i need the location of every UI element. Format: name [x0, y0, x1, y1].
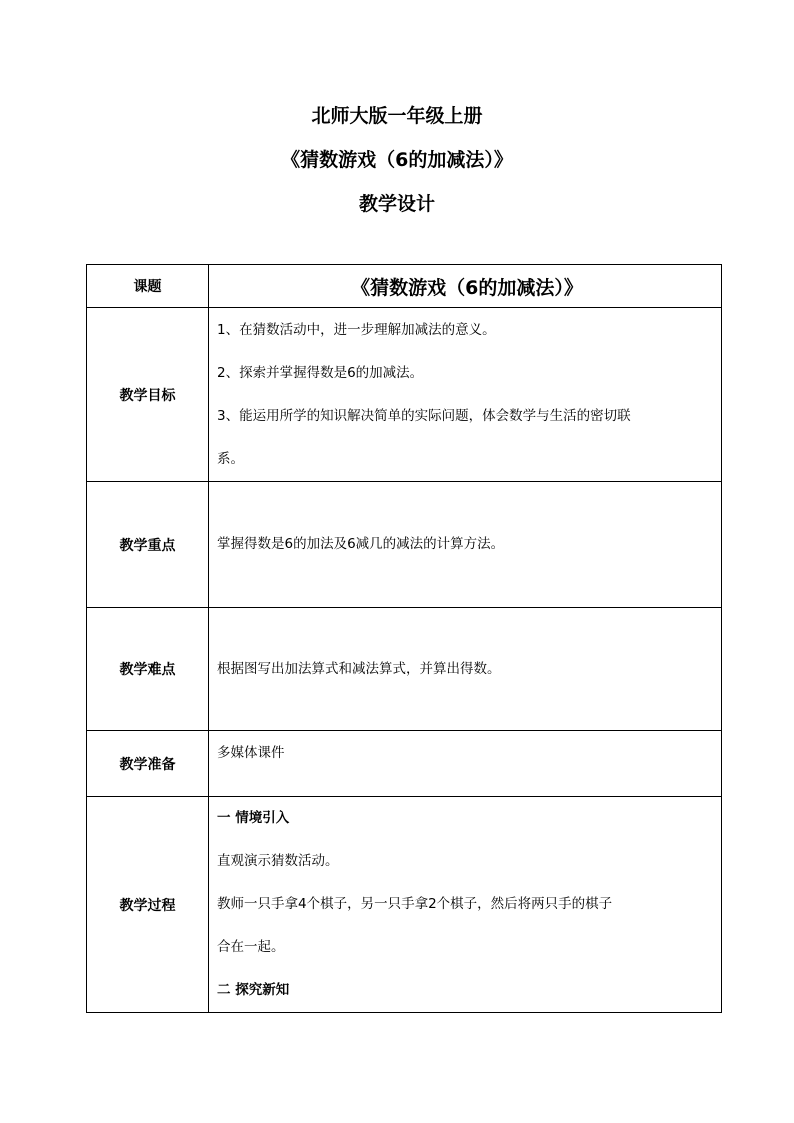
label-process: 教学过程 — [87, 797, 209, 1013]
objective-item: 2、探索并掌握得数是6的加减法。 — [217, 365, 424, 381]
header-textbook: 北师大版一年级上册 — [311, 105, 483, 127]
row-topic — [87, 265, 722, 308]
process-section-heading: 一 情境引入 — [217, 810, 290, 826]
key-points-value: 掌握得数是6的加法及6减几的减法的计算方法。 — [217, 536, 505, 552]
objective-item: 系。 — [217, 451, 244, 467]
preparation-value: 多媒体课件 — [217, 745, 285, 761]
header-lesson-title: 《猜数游戏（6的加减法）》 — [281, 149, 513, 171]
label-difficulties: 教学难点 — [87, 608, 209, 731]
cell-topic — [209, 265, 722, 308]
document-header — [0, 104, 794, 236]
header-doc-type: 教学设计 — [358, 193, 435, 215]
label-objectives: 教学目标 — [87, 308, 209, 482]
difficulties-value: 根据图写出加法算式和减法算式，并算出得数。 — [217, 660, 501, 677]
row-key-points — [87, 482, 722, 608]
process-line: 教师一只手拿4个棋子，另一只手拿2个棋子，然后将两只手的棋子 — [217, 896, 613, 912]
objective-item: 1、在猜数活动中，进一步理解加减法的意义。 — [217, 322, 496, 338]
objective-item: 3、能运用所学的知识解决简单的实际问题，体会数学与生活的密切联 — [217, 408, 631, 424]
cell-preparation — [209, 731, 722, 797]
process-line: 合在一起。 — [217, 939, 285, 955]
lesson-plan-table — [86, 264, 722, 1013]
label-topic: 课题 — [87, 265, 209, 308]
cell-process — [209, 797, 722, 1013]
process-section-heading: 二 探究新知 — [217, 982, 290, 998]
label-key-points: 教学重点 — [87, 482, 209, 608]
topic-value: 《猜数游戏（6的加减法）》 — [351, 276, 583, 299]
cell-difficulties — [209, 608, 722, 731]
label-preparation: 教学准备 — [87, 731, 209, 797]
cell-objectives — [209, 308, 722, 482]
process-line: 直观演示猜数活动。 — [217, 853, 339, 869]
row-difficulties — [87, 608, 722, 731]
row-process — [87, 797, 722, 1013]
cell-key-points — [209, 482, 722, 608]
row-objectives — [87, 308, 722, 482]
row-preparation — [87, 731, 722, 797]
